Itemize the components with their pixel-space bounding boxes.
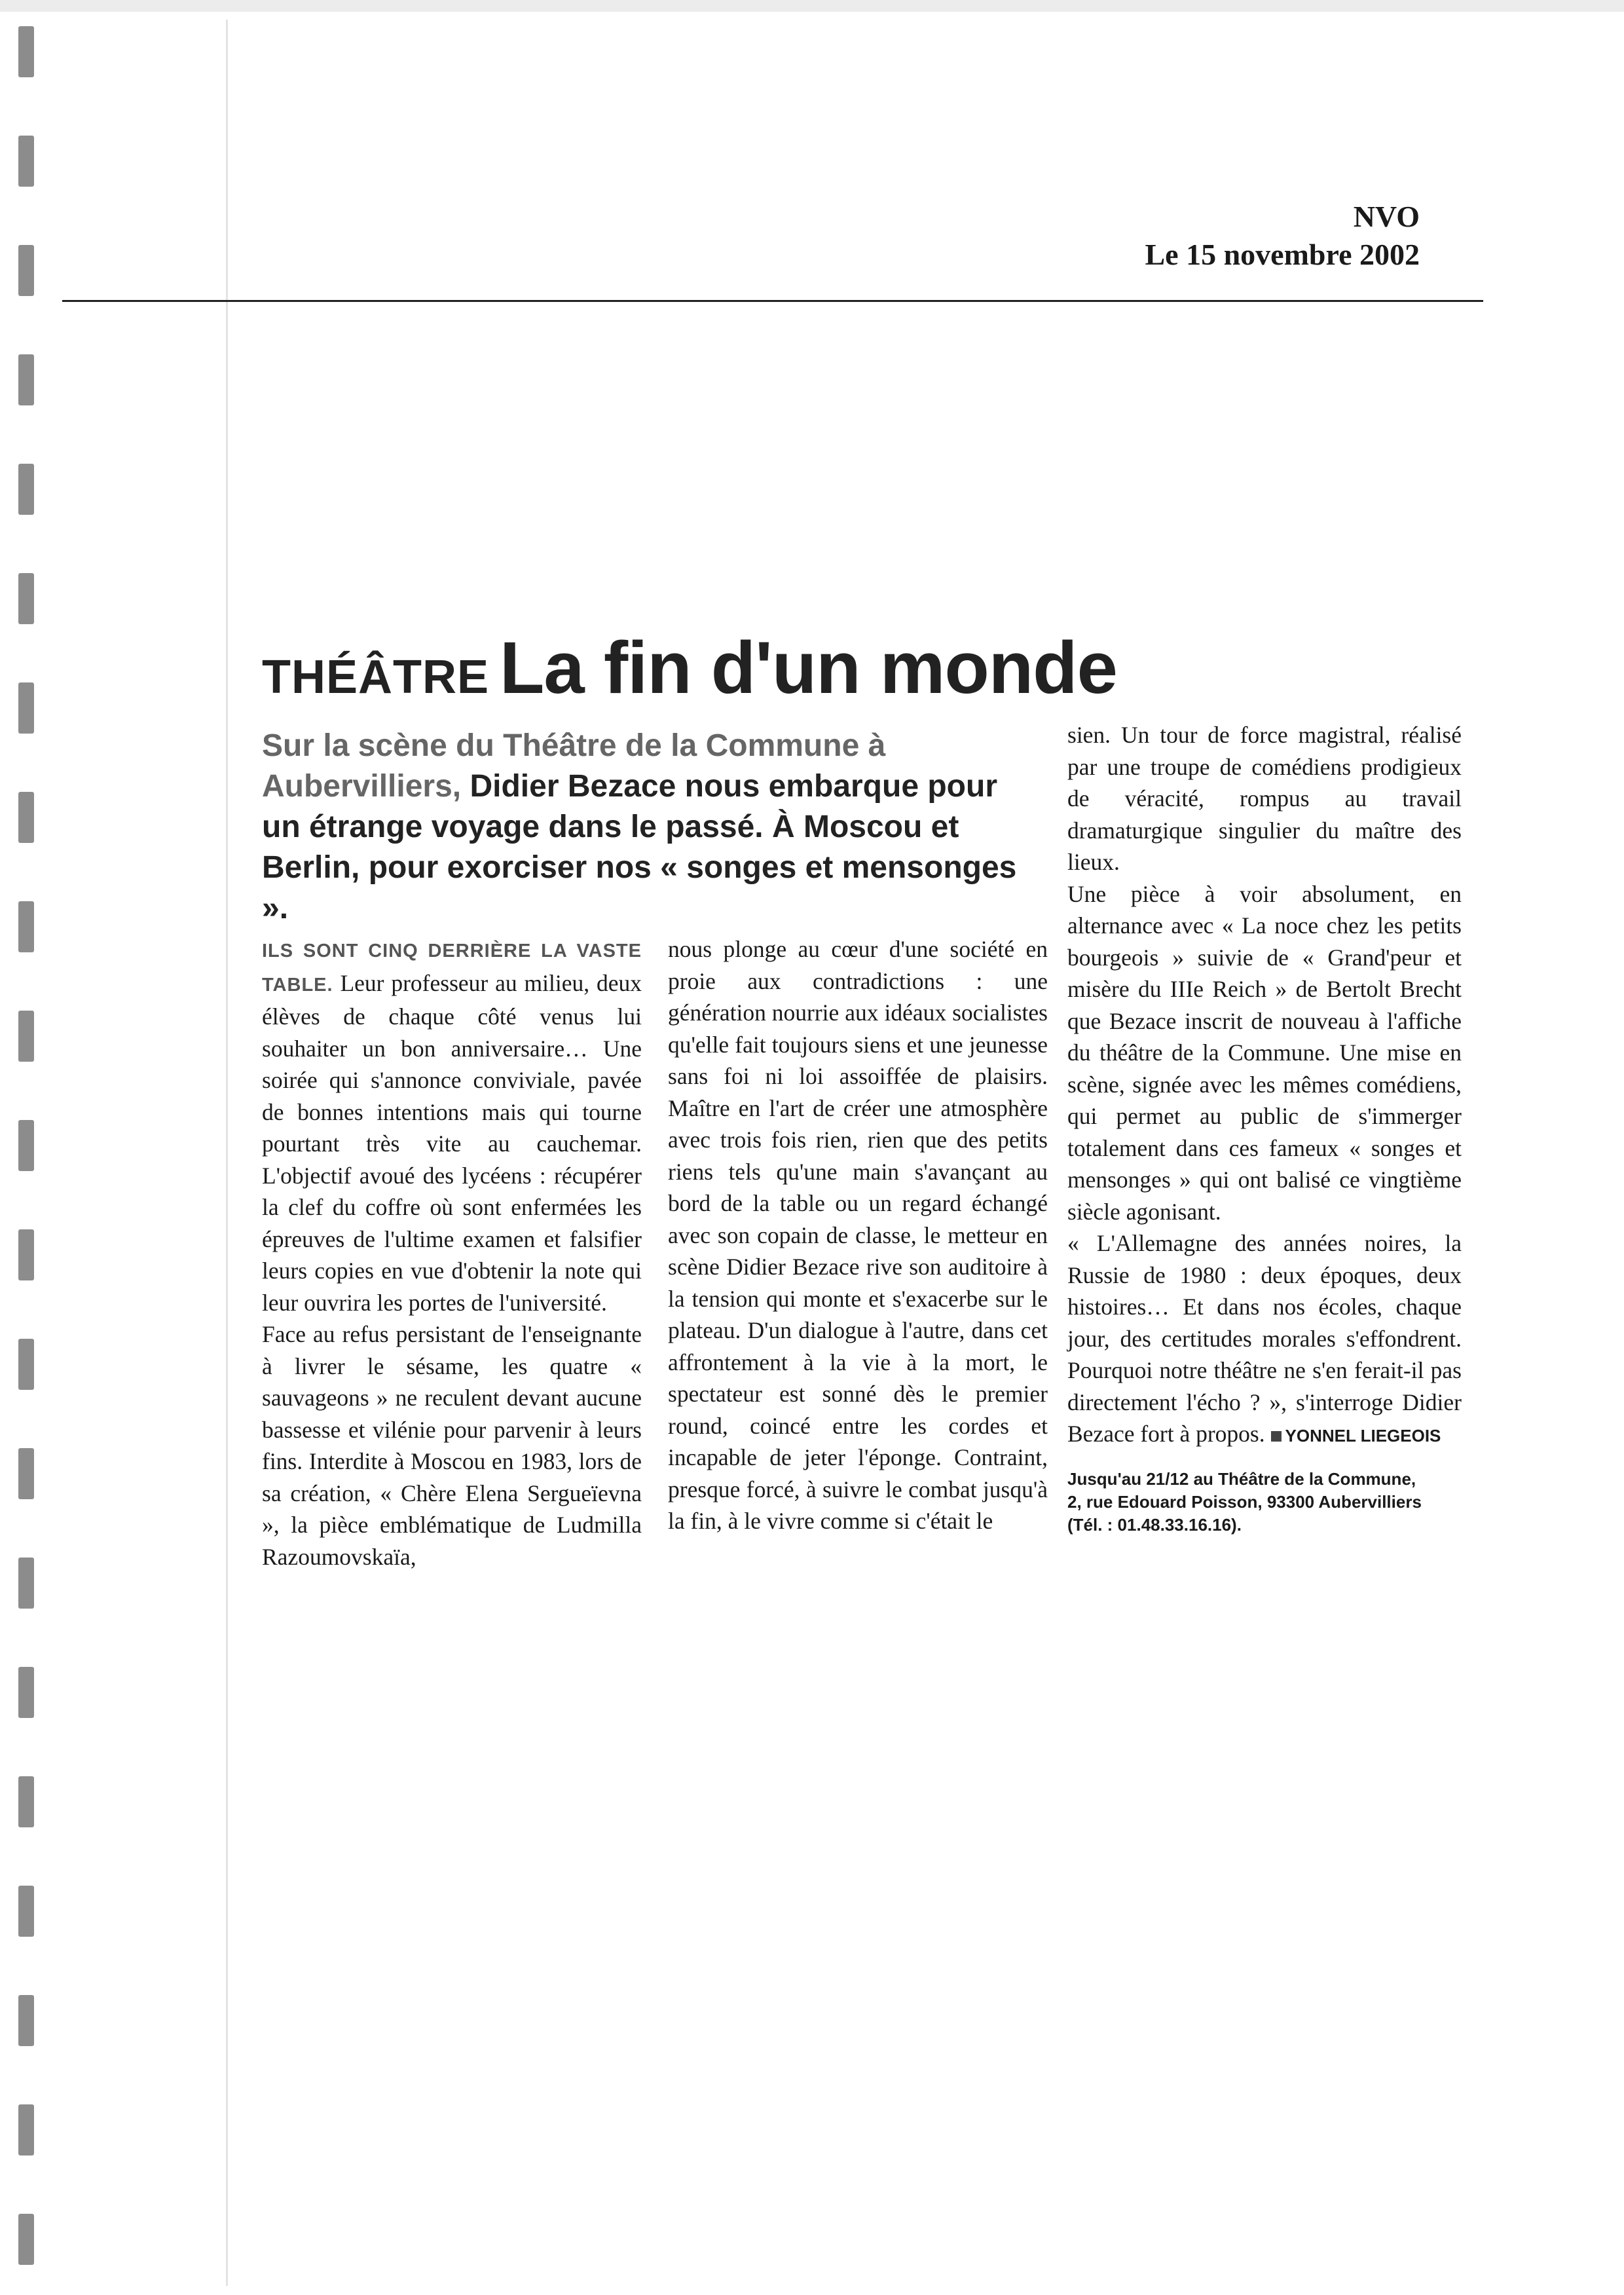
lead-part-1: Sur la scène du Théâtre de la Commune à Aubervilliers, bbox=[262, 728, 886, 804]
paragraph-text: Leur professeur au milieu, deux élèves de chaque côté venus lui souhaiter un bon anniversaire… Une soirée qui s'annonce conviviale, pavée de bonnes intentions mais qui tourne pourtant très vite au cauchemar. L'objectif avoué des lycéens : récupérer la clef du coffre où sont enfermées les épreuves de l'ultime examen et falsifier leurs copies en vue d'obtenir la note qui leur ouvrira les portes de l'université. bbox=[262, 969, 642, 1316]
punch-hole bbox=[18, 1339, 34, 1390]
punch-hole bbox=[18, 1667, 34, 1718]
info-line: (Tél. : 01.48.33.16.16). bbox=[1067, 1514, 1242, 1535]
headline: La fin d'un monde bbox=[500, 627, 1117, 709]
square-bullet-icon bbox=[1271, 1431, 1282, 1442]
scan-top-edge bbox=[0, 0, 1624, 12]
page-fold-line bbox=[226, 20, 228, 2286]
practical-info bbox=[1067, 1468, 1434, 1537]
punch-hole bbox=[18, 1558, 34, 1609]
punch-hole bbox=[18, 1886, 34, 1937]
info-line: 2, rue Edouard Poisson, 93300 Aubervilliers bbox=[1067, 1491, 1422, 1512]
masthead bbox=[1145, 198, 1420, 273]
publication-date: Le 15 novembre 2002 bbox=[1145, 237, 1420, 271]
punch-hole bbox=[18, 682, 34, 734]
punch-hole bbox=[18, 1229, 34, 1280]
kicker: ILS SONT CINQ DERRIÈRE LA VASTE TABLE. bbox=[262, 941, 642, 996]
punch-hole bbox=[18, 901, 34, 952]
column-2 bbox=[668, 933, 1048, 1537]
punch-hole bbox=[18, 792, 34, 843]
punch-hole bbox=[18, 1011, 34, 1062]
paragraph bbox=[1067, 1227, 1462, 1452]
punch-hole bbox=[18, 2104, 34, 2155]
lead-paragraph bbox=[262, 726, 1035, 929]
punch-hole bbox=[18, 464, 34, 515]
punch-hole bbox=[18, 573, 34, 624]
punch-hole bbox=[18, 1995, 34, 2046]
punch-hole bbox=[18, 136, 34, 187]
paragraph: sien. Un tour de force magistral, réalisé par une troupe de comédiens prodigieux de véracité, rompus au travail dramaturgique singulier du maître des lieux. bbox=[1067, 722, 1462, 875]
paragraph: nous plonge au cœur d'une société en proie aux contradictions : une génération nourrie aux idéaux socialistes qu'elle fait toujours siens et une jeunesse sans foi ni loi assoiffée de plaisirs. Maître en l'art de créer une atmosphère avec trois fois rien, rien que des petits riens tels qu'une main s'avançant au bord de la table ou un regard échangé avec son copain de classe, le metteur en scène Didier Bezace rive son auditoire à la tension qui monte et s'exacerbe sur le plateau. D'un dialogue à l'autre, dans cet affrontement à la vie à la mort, le spectateur est sonné dès le premier round, coincé entre les cordes et incapable de jeter l'éponge. Contraint, presque forcé, à suivre le combat jusqu'à la fin, à le vivre comme si c'était le bbox=[668, 936, 1048, 1534]
info-line: Jusqu'au 21/12 au Théâtre de la Commune, bbox=[1067, 1468, 1416, 1489]
punch-hole bbox=[18, 1448, 34, 1499]
binder-punch-holes bbox=[0, 0, 59, 2295]
punch-hole bbox=[18, 354, 34, 405]
headline-row bbox=[262, 625, 1117, 710]
column-1 bbox=[262, 933, 642, 1573]
quote-text: « L'Allemagne des années noires, la Russie de 1980 : deux époques, deux histoires… Et dans nos écoles, chaque jour, des certitudes morales s'effondrent. Pourquoi notre théâtre ne s'en ferait-il pas directement l'écho ? », s'interroge Didier Bezace fort à propos. bbox=[1067, 1230, 1462, 1447]
punch-hole bbox=[18, 245, 34, 296]
punch-hole bbox=[18, 2214, 34, 2265]
paragraph: Face au refus persistant de l'enseignante à livrer le sésame, les quatre « sauvageons » ne reculent devant aucune bassesse et vilénie pour parvenir à leurs fins. Interdite à Moscou en 1983, lors de sa création, « Chère Elena Sergueïevna », la pièce emblématique de Ludmilla Razoumovskaïa, bbox=[262, 1321, 642, 1570]
column-3 bbox=[1067, 719, 1462, 1537]
paragraph bbox=[262, 933, 642, 1318]
punch-hole bbox=[18, 1776, 34, 1827]
lead-part-2: Didier Bezace nous embarque pour un étrange voyage dans le passé. À Moscou et Berlin, pour exorciser nos « songes et mensonges ». bbox=[262, 769, 1017, 925]
header-rule bbox=[62, 300, 1483, 302]
paragraph: Une pièce à voir absolument, en alternance avec « La noce chez les petits bourgeois » suivie de « Grand'peur et misère du IIIe Reich » de Bertolt Brecht que Bezace inscrit de nouveau à l'affiche du théâtre de la Commune. Une mise en scène, signée avec les mêmes comédiens, qui permet au public de s'immerger totalement dans ces fameux « songes et mensonges » qui ont balisé ce vingtième siècle agonisant. bbox=[1067, 880, 1462, 1225]
punch-hole bbox=[18, 1120, 34, 1171]
punch-hole bbox=[18, 26, 34, 77]
publication-name: NVO bbox=[1353, 200, 1420, 233]
rubric: THÉÂTRE bbox=[262, 651, 489, 703]
byline: YONNEL LIEGEOIS bbox=[1285, 1426, 1441, 1446]
